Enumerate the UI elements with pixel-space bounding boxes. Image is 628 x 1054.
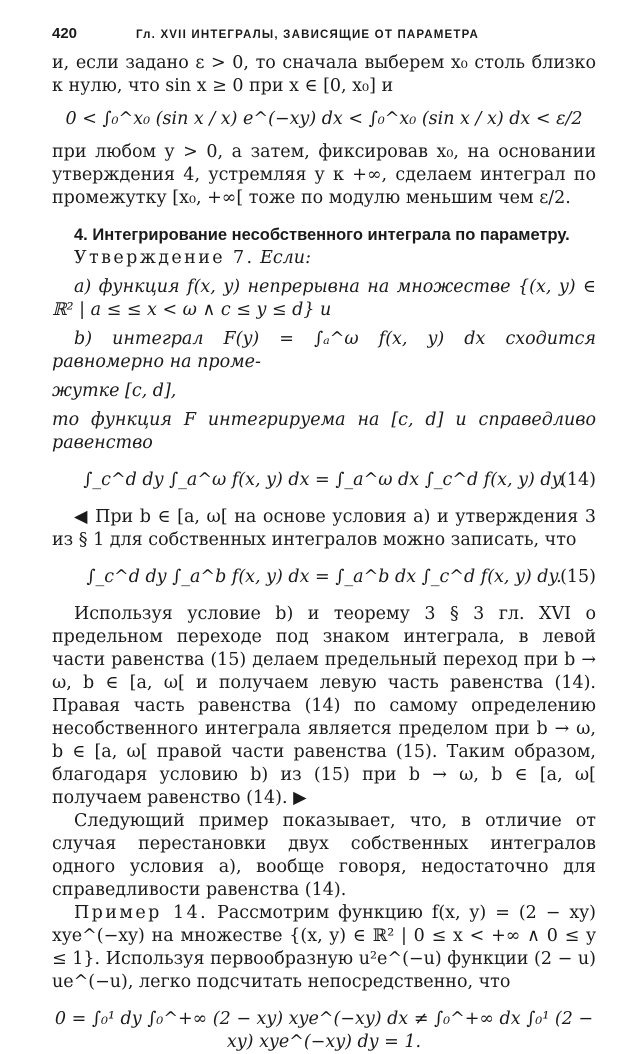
page xyxy=(52,22,596,1054)
proof-paragraph-1: ◀ При b ∈ [a, ω[ на основе условия a) и утверждения 3 из § 1 для собственных интегралов можно записать, что xyxy=(52,507,596,550)
page-number: 420 xyxy=(52,25,78,42)
paragraph-intro: и, если задано ε > 0, то сначала выберем x₀ столь близко к нулю, что sin x ≥ 0 при x ∈ [0, x₀] и xyxy=(52,53,596,96)
example-text: Рассмотрим функцию f(x, y) = (2 − xy) xye^(−xy) на множестве {(x, y) ∈ ℝ² | 0 ≤ x < +∞ ∧ 0 ≤ y ≤ 1}. Используя первообразную u²e^(−u) функции (2 − u) ue^(−u), легко подсчитать непосредственно, что xyxy=(52,903,596,992)
section-heading: 4. Интегрирование несобственного интеграла по параметру. xyxy=(74,226,570,244)
proof-paragraph-2: Используя условие b) и теорему 3 § 3 гл. XVI о предельном переходе под знаком интеграла, в левой части равенства (15) делаем предельный переход при b → ω, b ∈ [a, ω[ и получаем левую часть равенства (14). Правая часть равенства (14) по самому определению несобственного интеграла является пределом при b → ω, b ∈ [a, ω[ правой части равенства (15). Таким образом, благодаря условию b) из (15) при b → ω, b ∈ [a, ω[ получаем равенство (14). ▶ xyxy=(52,604,596,808)
formula-14: ∫_c^d dy ∫_a^ω f(x, y) dx = ∫_a^ω dx ∫_c^d f(x, y) dy. xyxy=(83,470,565,490)
formula-estimate: 0 < ∫₀^x₀ (sin x / x) e^(−xy) dx < ∫₀^x₀ (sin x / x) dx < ε/2 xyxy=(65,109,583,129)
chapter-title: Гл. XVII ИНТЕГРАЛЫ, ЗАВИСЯЩИЕ ОТ ПАРАМЕТРА xyxy=(136,29,480,41)
statement-if: Если: xyxy=(260,248,311,268)
formula-counterexample: 0 = ∫₀¹ dy ∫₀^+∞ (2 − xy) xye^(−xy) dx ≠ ∫₀^+∞ dx ∫₀¹ (2 − xy) xye^(−xy) dy = 1. xyxy=(54,1009,594,1052)
equation-number-15: (15) xyxy=(560,567,596,587)
equation-14-row xyxy=(52,469,596,492)
equation-15-row xyxy=(52,566,596,589)
condition-b-line1: b) интеграл F(y) = ∫ₐ^ω f(x, y) dx сходится равномерно на проме- xyxy=(52,329,596,372)
condition-a: a) функция f(x, y) непрерывна на множестве {(x, y) ∈ ℝ² | a ≤ ≤ x < ω ∧ c ≤ y ≤ d} и xyxy=(52,277,596,320)
condition-b-line2: жутке [c, d], xyxy=(52,381,177,401)
running-header xyxy=(52,22,596,52)
conclusion-line: то функция F интегрируема на [c, d] и справедливо равенство xyxy=(52,410,596,453)
example-paragraph xyxy=(52,902,596,994)
paragraph-remark: Следующий пример показывает, что, в отличие от случая перестановки двух собственных интегралов одного условия a), вообще говоря, недостаточно для справедливости равенства (14). xyxy=(52,811,596,900)
formula-15: ∫_c^d dy ∫_a^b f(x, y) dx = ∫_a^b dx ∫_c^d f(x, y) dy. xyxy=(86,567,562,587)
example-label: Пример 14. xyxy=(74,903,209,923)
statement-line xyxy=(52,247,596,270)
equation-number-14: (14) xyxy=(560,470,596,490)
paragraph-continuation: при любом y > 0, а затем, фиксировав x₀, на основании утверждения 4, устремляя y к +∞, сделаем интеграл по промежутку [x₀, +∞[ тоже по модулю меньшим чем ε/2. xyxy=(52,142,596,208)
statement-label: Утверждение 7. xyxy=(74,248,255,268)
